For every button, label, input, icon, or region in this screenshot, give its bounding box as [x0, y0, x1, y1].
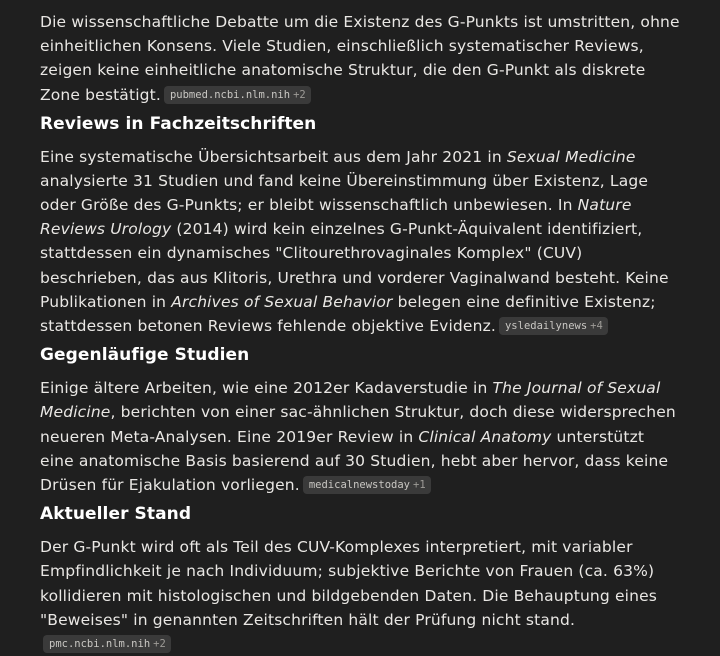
text-run: , berichten von einer sac-ähnlichen Struktur, doch diese widersprechen neueren Meta-Analysen. Eine 2019er Review in [40, 403, 676, 446]
citation-source: medicalnewstoday [308, 478, 410, 491]
citation-count: +4 [590, 319, 603, 332]
paragraph-gegenlaeufige [40, 376, 680, 497]
section-heading-heading-reviews: Reviews in Fachzeitschriften [40, 113, 317, 134]
journal-title: Archives of Sexual Behavior [171, 292, 393, 311]
journal-title: The Journal of Sexual Medicine [40, 379, 661, 422]
text-run: Die wissenschaftliche Debatte um die Existenz des G-Punkts ist umstritten, ohne einheitlichen Konsens. Viele Studien, einschließlich systematischer Reviews, zeigen keine einheitliche anatomische Struktur, die den G-Punkt als diskrete Zone bestätigt. [40, 13, 680, 104]
journal-title: Sexual Medicine [506, 147, 636, 166]
text-run: unterstützt eine anatomische Basis basierend auf 30 Studien, hebt aber hervor, dass keine Drüsen für Ejakulation vorliegen. [40, 427, 669, 494]
paragraph-intro [40, 10, 680, 107]
section-heading-heading-aktueller-stand: Aktueller Stand [40, 504, 192, 525]
text-run: belegen eine definitive Existenz; stattdessen betonen Reviews fehlende objektive Evidenz. [40, 292, 656, 335]
journal-title: Nature Reviews Urology [40, 196, 632, 239]
citation-count: +2 [153, 637, 166, 650]
text-run: Eine systematische Übersichtsarbeit aus dem Jahr 2021 in [40, 147, 507, 166]
paragraph-reviews [40, 145, 680, 338]
text-run: analysierte 31 Studien und fand keine Übereinstimmung über Existenz, Lage oder Größe des G-Punkts; er bleibt wissenschaftlich unbewiesen. In [40, 171, 649, 215]
paragraph-aktueller-stand [40, 535, 680, 656]
text-run: Der G-Punkt wird oft als Teil des CUV-Komplexes interpretiert, mit variabler Empfindlichkeit je nach Individuum; subjektive Berichte von Frauen (ca. 63%) kollidieren mit histologischen und bildgebenden Daten. Die Behauptung eines "Beweises" in genannten Zeitschriften hält der Prüfung nicht stand. [40, 538, 658, 629]
journal-title: Clinical Anatomy [418, 427, 552, 446]
citation-chip[interactable] [303, 476, 431, 494]
citation-chip[interactable] [164, 86, 311, 104]
citation-count: +1 [413, 478, 426, 491]
citation-chip[interactable] [499, 317, 608, 335]
text-run: Einige ältere Arbeiten, wie eine 2012er Kadaverstudie in [40, 379, 493, 398]
citation-source: pubmed.ncbi.nlm.nih [169, 88, 291, 101]
citation-chip[interactable] [43, 635, 171, 653]
citation-source: ysledailynews [504, 319, 588, 332]
text-run: (2014) wird kein einzelnes G-Punkt-Äquivalent identifiziert, stattdessen ein dynamisches "Clitourethrovaginales Komplex" (CUV) beschrieben, das aus Klitoris, Urethra und vorderer Vaginalwand besteht. Keine Publikationen in [40, 220, 669, 311]
citation-source: pmc.ncbi.nlm.nih [49, 637, 151, 650]
citation-count: +2 [293, 88, 306, 101]
section-heading-heading-gegenlaeufige: Gegenläufige Studien [40, 345, 250, 366]
